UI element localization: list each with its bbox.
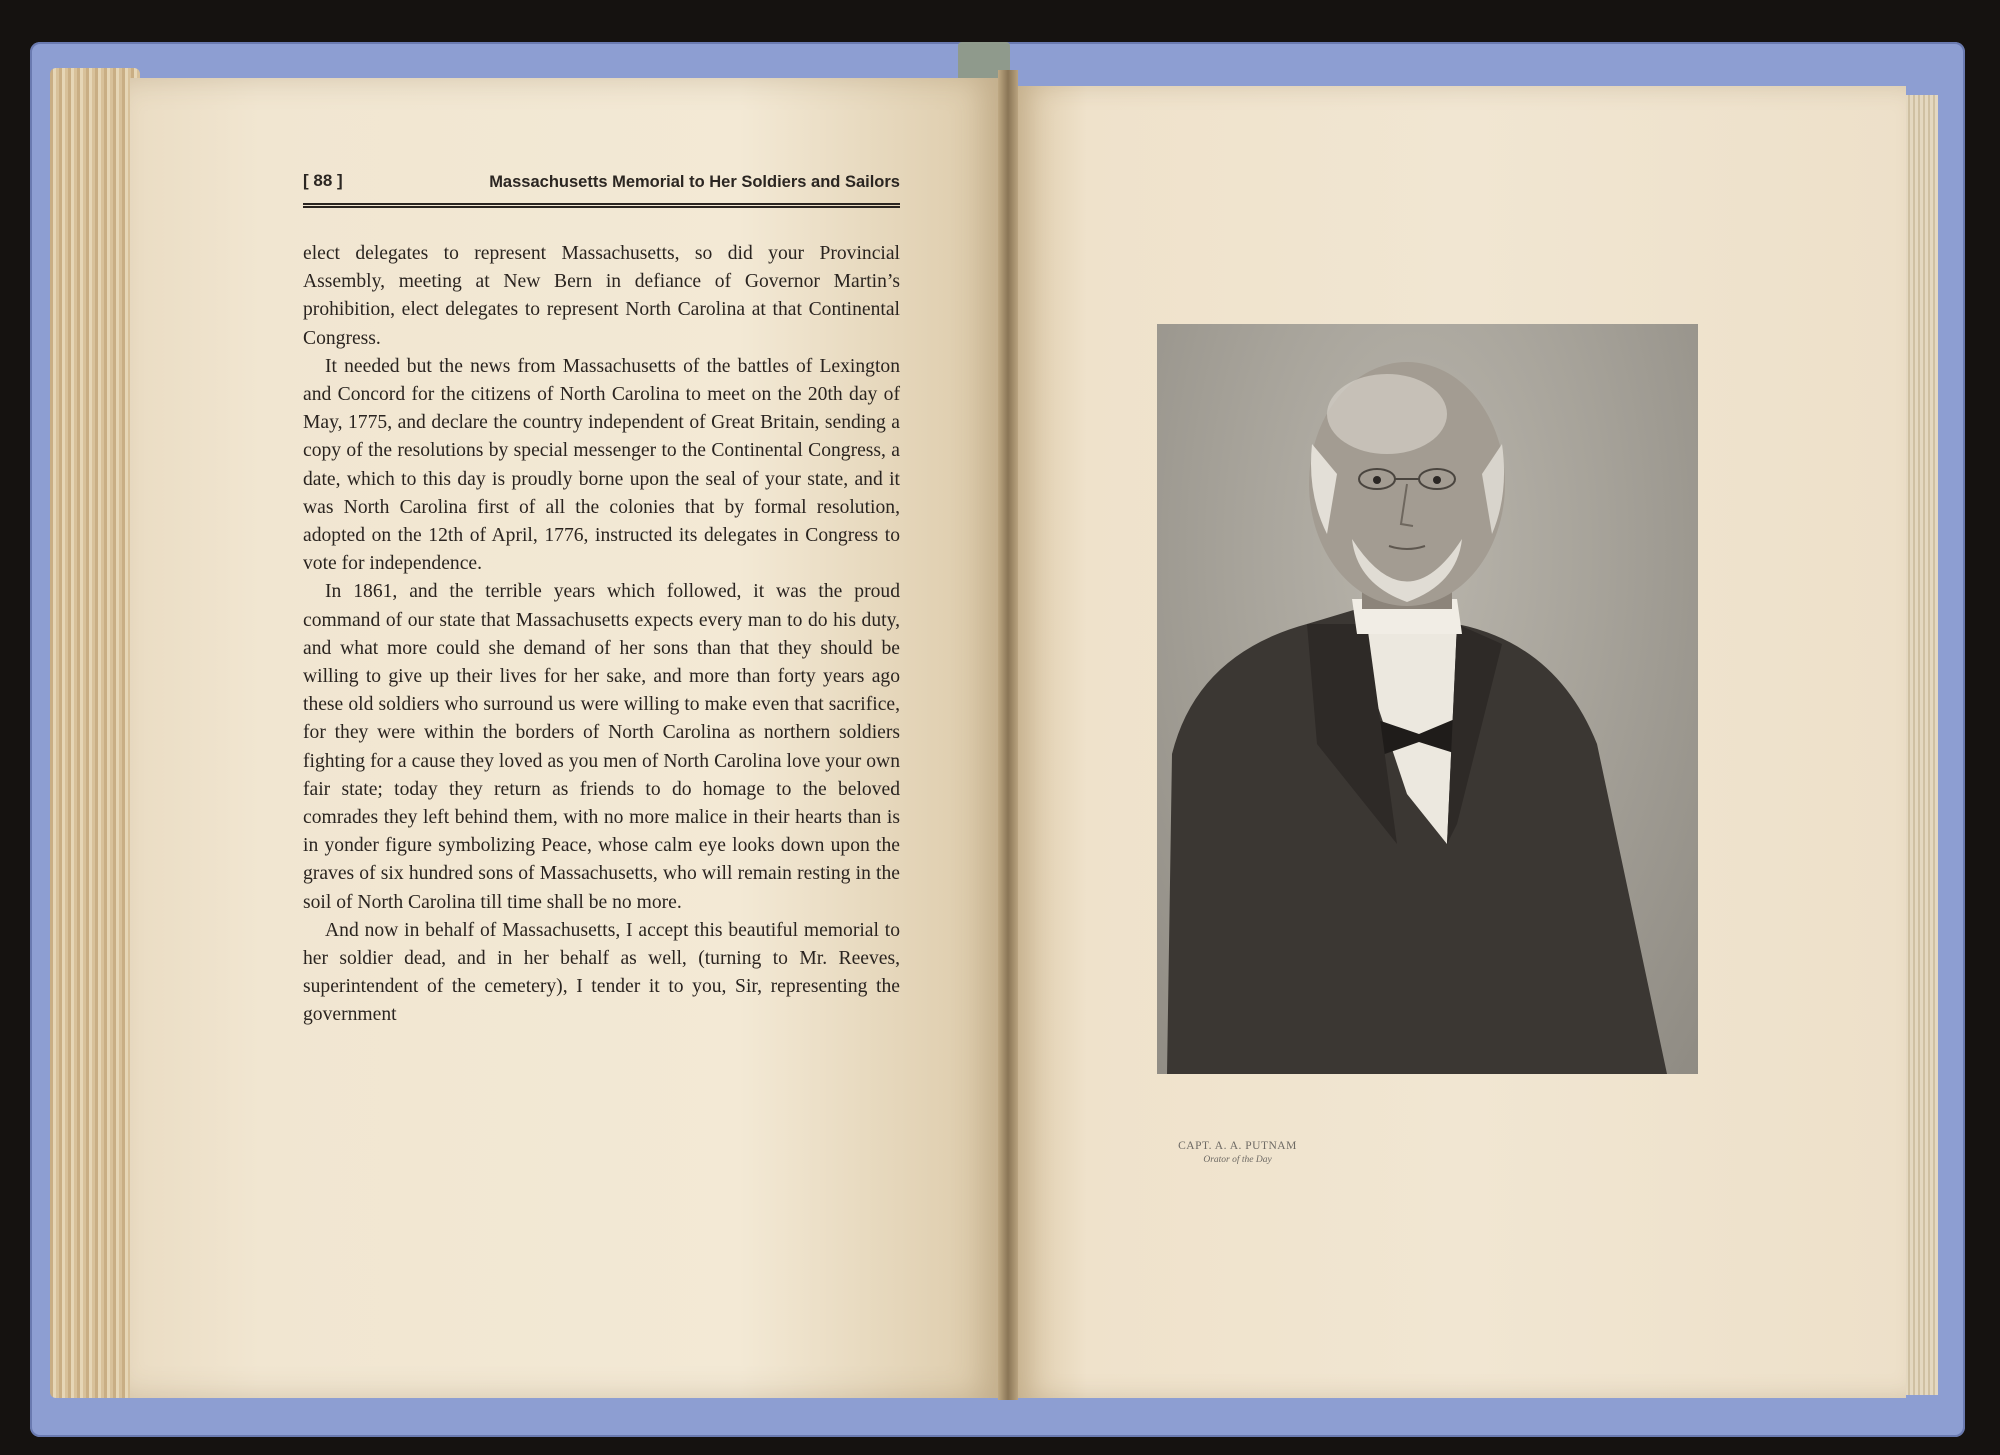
caption-role: Orator of the Day bbox=[1203, 1155, 1272, 1165]
body-text bbox=[303, 240, 900, 1030]
page-edges-left bbox=[50, 68, 140, 1398]
portrait-caption bbox=[1120, 1140, 1355, 1165]
paragraph: In 1861, and the terrible years which followed, it was the proud command of our state that Massachusetts expects every man to do his duty, and what more could she demand of her sons than that they should be willing to give up their lives for her sake, and more than forty years ago these old soldiers who surround us were willing to make even that sacrifice, for they were within the borders of North Carolina as northern soldiers fighting for a cause they loved as you men of North Carolina love your own fair state; today they return as friends to do homage to the beloved comrades they left behind them, with no more malice in their hearts than is in yonder figure symbolizing Peace, whose calm eye looks down upon the graves of six hundred sons of Massachusetts, who will remain resting in the soil of North Carolina till time shall be no more. bbox=[303, 581, 900, 913]
page-number: [ 88 ] bbox=[303, 171, 343, 190]
running-head: Massachusetts Memorial to Her Soldiers and Sailors bbox=[489, 173, 900, 191]
paragraph: It needed but the news from Massachusetts of the battles of Lexington and Concord for the citizens of North Carolina to meet on the 20th day of May, 1775, and declare the country independent of Great Britain, sending a copy of the resolutions by special messenger to the Continental Congress, a date, which to this day is proudly borne upon the seal of your state, and it was North Carolina first of all the colonies that by formal resolution, adopted on the 12th of April, 1776, instructed its delegates in Congress to vote for independence. bbox=[303, 355, 900, 575]
paragraph: And now in behalf of Massachusetts, I accept this beautiful memorial to her soldier dead, and in her behalf as well, (turning to Mr. Reeves, superintendent of the cemetery), I tender it to you, Sir, representing the government bbox=[303, 919, 900, 1026]
book-gutter bbox=[998, 70, 1018, 1400]
portrait-photo bbox=[1157, 324, 1698, 1074]
caption-name: CAPT. A. A. PUTNAM bbox=[1178, 1140, 1297, 1152]
paragraph: elect delegates to represent Massachusetts, so did your Provincial Assembly, meeting at New Bern in defiance of Governor Martin’s prohibition, elect delegates to represent North Carolina at that Continental Congress. bbox=[303, 243, 900, 349]
page-header bbox=[303, 165, 900, 208]
portrait-figure bbox=[1157, 324, 1698, 1074]
